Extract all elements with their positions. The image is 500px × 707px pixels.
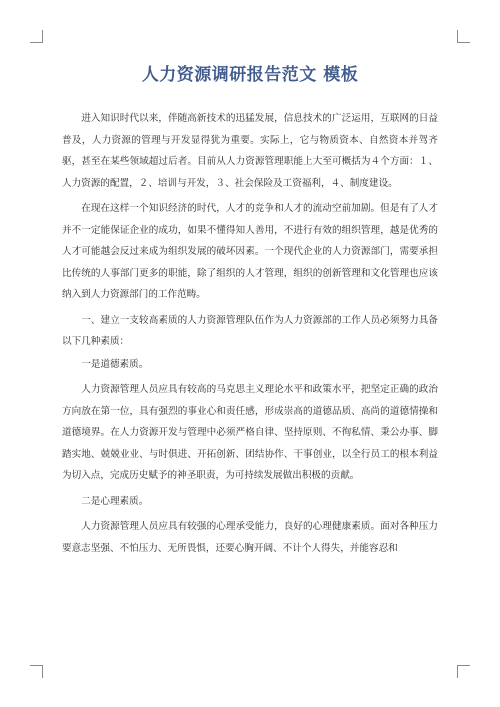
- paragraph-moral-quality: 人力资源管理人员应具有较高的马克思主义理论水平和政策水平，把坚定正确的政治方向放在第一位，具有强烈的事业心和责任感，形成崇高的道德品质、高尚的道德情操和道德境界。在人力资源开发与管理中必须严格自律、坚持原则、不徇私情、秉公办事、脚踏实地、兢兢业业、与时俱进、开拓创新、团结协作、干事创业，以全行员工的根本利益为切入点，完成历史赋予的神圣职责，为可持续发展做出积极的贡献。: [62, 384, 438, 481]
- paragraph-intro: 进入知识时代以来，伴随高新技术的迅猛发展，信息技术的广泛运用，互联网的日益普及，人力资源的管理与开发显得犹为重要。实际上，它与物质资本、自然资本并驾齐驱，甚至在某些领域超过后者。目前从人力资源管理职能上大至可概括为４个方面：１、人力资源的配置，２、培训与开发，３、社会保险及工资福利，４、制度建设。: [62, 113, 438, 189]
- paragraph-psychological-quality: 人力资源管理人员应具有较强的心理承受能力，良好的心理健康素质。面对各种压力要意志坚强、不怕压力、无所畏惧，还要心胸开阔、不计个人得失，并能容忍和: [62, 521, 438, 554]
- crop-mark-bottom-right: [457, 665, 470, 678]
- paragraph-moral-quality-heading: 一是道德素质。: [81, 358, 149, 370]
- document-title: 人力资源调研报告范文 模板: [141, 65, 359, 85]
- document-body: [62, 108, 438, 560]
- crop-mark-top-left: [30, 30, 43, 43]
- crop-mark-bottom-left: [30, 665, 43, 678]
- crop-mark-top-right: [457, 30, 470, 43]
- paragraph-section-one-heading: 一、建立一支较高素质的人力资源管理队伍作为人力资源部的工作人员必须努力具备以下几种素质：: [62, 314, 438, 347]
- paragraph-knowledge-economy: 在现在这样一个知识经济的时代，人才的竞争和人才的流动空前加剧。但是有了人才并不一定能保证企业的成功，如果不懂得知人善用，不进行有效的组织管理，越是优秀的人才可能越会反过来成为组织发展的破坏因素。一个现代企业的人力资源部门，需要承担比传统的人事部门更多的职能，除了组织的人才管理，组织的创新管理和文化管理也应该纳入到人力资源部门的工作范畴。: [62, 203, 438, 300]
- paragraph-psychological-quality-heading: 二是心理素质。: [81, 495, 149, 507]
